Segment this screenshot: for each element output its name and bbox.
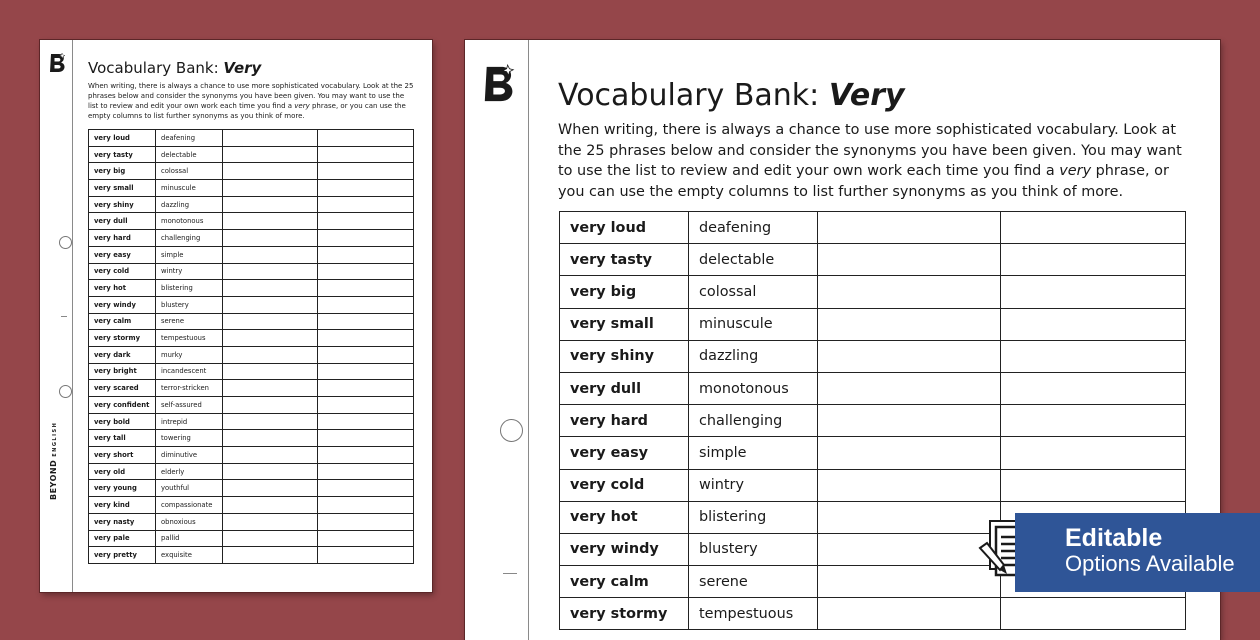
phrase-cell: very old <box>89 463 156 480</box>
blank-cell <box>1001 340 1186 372</box>
blank-cell <box>223 246 318 263</box>
synonym-cell: murky <box>156 346 223 363</box>
phrase-cell: very kind <box>89 497 156 514</box>
table-row <box>560 244 1186 276</box>
phrase-cell: very loud <box>560 212 689 244</box>
phrase-cell: very big <box>560 276 689 308</box>
blank-cell <box>223 330 318 347</box>
synonym-cell: intrepid <box>156 413 223 430</box>
table-row <box>89 447 414 464</box>
blank-cell <box>1001 372 1186 404</box>
synonym-cell: deafening <box>689 212 818 244</box>
blank-cell <box>223 146 318 163</box>
blank-cell <box>318 430 414 447</box>
table-row <box>89 330 414 347</box>
blank-cell <box>818 469 1001 501</box>
table-row <box>89 363 414 380</box>
synonym-cell: colossal <box>156 163 223 180</box>
blank-cell <box>1001 212 1186 244</box>
table-row <box>89 346 414 363</box>
synonym-cell: diminutive <box>156 447 223 464</box>
phrase-cell: very bold <box>89 413 156 430</box>
phrase-cell: very hot <box>89 280 156 297</box>
phrase-cell: very windy <box>89 296 156 313</box>
phrase-cell: very confident <box>89 397 156 414</box>
phrase-cell: very big <box>89 163 156 180</box>
beyond-logo-icon <box>481 63 519 105</box>
blank-cell <box>818 372 1001 404</box>
blank-cell <box>223 280 318 297</box>
phrase-cell: very scared <box>89 380 156 397</box>
table-row <box>560 405 1186 437</box>
punch-hole <box>59 236 72 249</box>
table-row <box>89 163 414 180</box>
blank-cell <box>223 363 318 380</box>
synonym-cell: compassionate <box>156 497 223 514</box>
phrase-cell: very cold <box>89 263 156 280</box>
synonym-cell: blistering <box>156 280 223 297</box>
blank-cell <box>318 313 414 330</box>
synonym-cell: delectable <box>689 244 818 276</box>
synonym-cell: serene <box>689 566 818 598</box>
blank-cell <box>818 340 1001 372</box>
blank-cell <box>818 244 1001 276</box>
synonym-cell: simple <box>689 437 818 469</box>
table-row <box>89 130 414 147</box>
blank-cell <box>223 480 318 497</box>
blank-cell <box>318 530 414 547</box>
table-row <box>89 380 414 397</box>
phrase-cell: very dull <box>89 213 156 230</box>
page-title: Vocabulary Bank: Very <box>88 59 262 77</box>
intro-text: When writing, there is always a chance to use more sophisticated vocabulary. Look at the 25 phrases below and consider the synonyms you have been given. You may want to use the list to review and edit your own work each time you find a very phrase, or you can use the empty columns to list further synonyms as you think of more. <box>558 122 1182 200</box>
blank-cell <box>818 405 1001 437</box>
blank-cell <box>223 263 318 280</box>
phrase-cell: very bright <box>89 363 156 380</box>
synonym-cell: incandescent <box>156 363 223 380</box>
blank-cell <box>318 497 414 514</box>
synonym-cell: tempestuous <box>156 330 223 347</box>
phrase-cell: very calm <box>89 313 156 330</box>
synonym-cell: minuscule <box>689 308 818 340</box>
blank-cell <box>318 463 414 480</box>
vocabulary-table <box>88 129 414 564</box>
synonym-cell: towering <box>156 430 223 447</box>
blank-cell <box>318 146 414 163</box>
synonym-cell: colossal <box>689 276 818 308</box>
synonym-cell: delectable <box>156 146 223 163</box>
phrase-cell: very tall <box>89 430 156 447</box>
blank-cell <box>318 397 414 414</box>
blank-cell <box>223 296 318 313</box>
table-row <box>89 213 414 230</box>
blank-cell <box>318 330 414 347</box>
blank-cell <box>318 263 414 280</box>
synonym-cell: blistering <box>689 501 818 533</box>
blank-cell <box>318 230 414 247</box>
table-row <box>89 480 414 497</box>
blank-cell <box>318 130 414 147</box>
worksheet-preview-small[interactable] <box>40 40 432 592</box>
synonym-cell: exquisite <box>156 547 223 564</box>
table-row <box>560 598 1186 630</box>
synonym-cell: monotonous <box>156 213 223 230</box>
synonym-cell: monotonous <box>689 372 818 404</box>
blank-cell <box>818 212 1001 244</box>
phrase-cell: very shiny <box>89 196 156 213</box>
synonym-cell: pallid <box>156 530 223 547</box>
synonym-cell: minuscule <box>156 180 223 197</box>
synonym-cell: challenging <box>156 230 223 247</box>
table-row <box>560 469 1186 501</box>
synonym-cell: elderly <box>156 463 223 480</box>
blank-cell <box>223 497 318 514</box>
table-row <box>560 212 1186 244</box>
blank-cell <box>318 363 414 380</box>
synonym-cell: blustery <box>689 533 818 565</box>
table-row <box>89 463 414 480</box>
table-row <box>89 246 414 263</box>
blank-cell <box>223 346 318 363</box>
table-row <box>560 340 1186 372</box>
phrase-cell: very young <box>89 480 156 497</box>
blank-cell <box>318 213 414 230</box>
blank-cell <box>318 447 414 464</box>
blank-cell <box>223 547 318 564</box>
phrase-cell: very shiny <box>560 340 689 372</box>
phrase-cell: very tasty <box>560 244 689 276</box>
blank-cell <box>318 163 414 180</box>
phrase-cell: very easy <box>89 246 156 263</box>
phrase-cell: very hot <box>560 501 689 533</box>
synonym-cell: challenging <box>689 405 818 437</box>
synonym-cell: tempestuous <box>689 598 818 630</box>
margin-tick <box>503 573 517 574</box>
table-row <box>89 146 414 163</box>
blank-cell <box>223 180 318 197</box>
punch-hole <box>500 419 523 442</box>
margin-line <box>72 40 73 592</box>
badge-subtitle: Options Available <box>1065 551 1235 576</box>
synonym-cell: wintry <box>689 469 818 501</box>
blank-cell <box>223 313 318 330</box>
phrase-cell: very cold <box>560 469 689 501</box>
phrase-cell: very nasty <box>89 513 156 530</box>
synonym-cell: deafening <box>156 130 223 147</box>
blank-cell <box>318 180 414 197</box>
blank-cell <box>223 196 318 213</box>
blank-cell <box>318 246 414 263</box>
blank-cell <box>318 380 414 397</box>
phrase-cell: very pale <box>89 530 156 547</box>
table-row <box>89 497 414 514</box>
margin-line <box>528 40 529 640</box>
synonym-cell: dazzling <box>156 196 223 213</box>
table-row <box>89 196 414 213</box>
beyond-logo-icon <box>48 52 68 74</box>
blank-cell <box>223 130 318 147</box>
phrase-cell: very hard <box>89 230 156 247</box>
blank-cell <box>223 163 318 180</box>
table-row <box>89 547 414 564</box>
phrase-cell: very dull <box>560 372 689 404</box>
blank-cell <box>318 547 414 564</box>
table-row <box>89 296 414 313</box>
blank-cell <box>818 437 1001 469</box>
table-row <box>89 413 414 430</box>
synonym-cell: blustery <box>156 296 223 313</box>
blank-cell <box>318 413 414 430</box>
blank-cell <box>818 308 1001 340</box>
blank-cell <box>318 280 414 297</box>
editable-options-badge[interactable] <box>1015 513 1260 592</box>
synonym-cell: wintry <box>156 263 223 280</box>
blank-cell <box>318 480 414 497</box>
blank-cell <box>318 196 414 213</box>
table-row <box>89 180 414 197</box>
blank-cell <box>1001 405 1186 437</box>
intro-text: When writing, there is always a chance to use more sophisticated vocabulary. Look at the 25 phrases below and consider the synonyms you have been given. You may want to use the list to review and edit your own work each time you find a very phrase, or you can use the empty columns to list further synonyms as you think of more. <box>88 82 414 120</box>
table-row <box>89 397 414 414</box>
brand-name: BEYONDENGLISH <box>49 421 58 500</box>
blank-cell <box>318 296 414 313</box>
blank-cell <box>1001 244 1186 276</box>
phrase-cell: very hard <box>560 405 689 437</box>
phrase-cell: very small <box>560 308 689 340</box>
page-title: Vocabulary Bank: Very <box>558 78 905 113</box>
table-row <box>560 437 1186 469</box>
blank-cell <box>223 463 318 480</box>
synonym-cell: simple <box>156 246 223 263</box>
phrase-cell: very calm <box>560 566 689 598</box>
blank-cell <box>1001 598 1186 630</box>
blank-cell <box>318 346 414 363</box>
table-row <box>89 530 414 547</box>
synonym-cell: self-assured <box>156 397 223 414</box>
synonym-cell: terror-stricken <box>156 380 223 397</box>
blank-cell <box>818 598 1001 630</box>
synonym-cell: youthful <box>156 480 223 497</box>
phrase-cell: very stormy <box>560 598 689 630</box>
synonym-cell: serene <box>156 313 223 330</box>
table-row <box>89 280 414 297</box>
phrase-cell: very pretty <box>89 547 156 564</box>
blank-cell <box>223 530 318 547</box>
synonym-cell: dazzling <box>689 340 818 372</box>
phrase-cell: very dark <box>89 346 156 363</box>
table-row <box>560 372 1186 404</box>
blank-cell <box>1001 276 1186 308</box>
blank-cell <box>818 276 1001 308</box>
table-row <box>560 276 1186 308</box>
blank-cell <box>223 230 318 247</box>
blank-cell <box>223 447 318 464</box>
phrase-cell: very loud <box>89 130 156 147</box>
blank-cell <box>223 430 318 447</box>
blank-cell <box>1001 308 1186 340</box>
table-row <box>89 313 414 330</box>
badge-title: Editable <box>1065 524 1163 552</box>
blank-cell <box>223 380 318 397</box>
phrase-cell: very easy <box>560 437 689 469</box>
blank-cell <box>223 513 318 530</box>
table-row <box>89 513 414 530</box>
table-row <box>89 230 414 247</box>
phrase-cell: very short <box>89 447 156 464</box>
blank-cell <box>223 397 318 414</box>
table-row <box>89 430 414 447</box>
margin-tick <box>61 316 67 317</box>
blank-cell <box>318 513 414 530</box>
blank-cell <box>223 213 318 230</box>
phrase-cell: very tasty <box>89 146 156 163</box>
blank-cell <box>223 413 318 430</box>
phrase-cell: very stormy <box>89 330 156 347</box>
table-row <box>89 263 414 280</box>
blank-cell <box>1001 437 1186 469</box>
punch-hole <box>59 385 72 398</box>
synonym-cell: obnoxious <box>156 513 223 530</box>
phrase-cell: very small <box>89 180 156 197</box>
phrase-cell: very windy <box>560 533 689 565</box>
blank-cell <box>1001 469 1186 501</box>
table-row <box>560 308 1186 340</box>
